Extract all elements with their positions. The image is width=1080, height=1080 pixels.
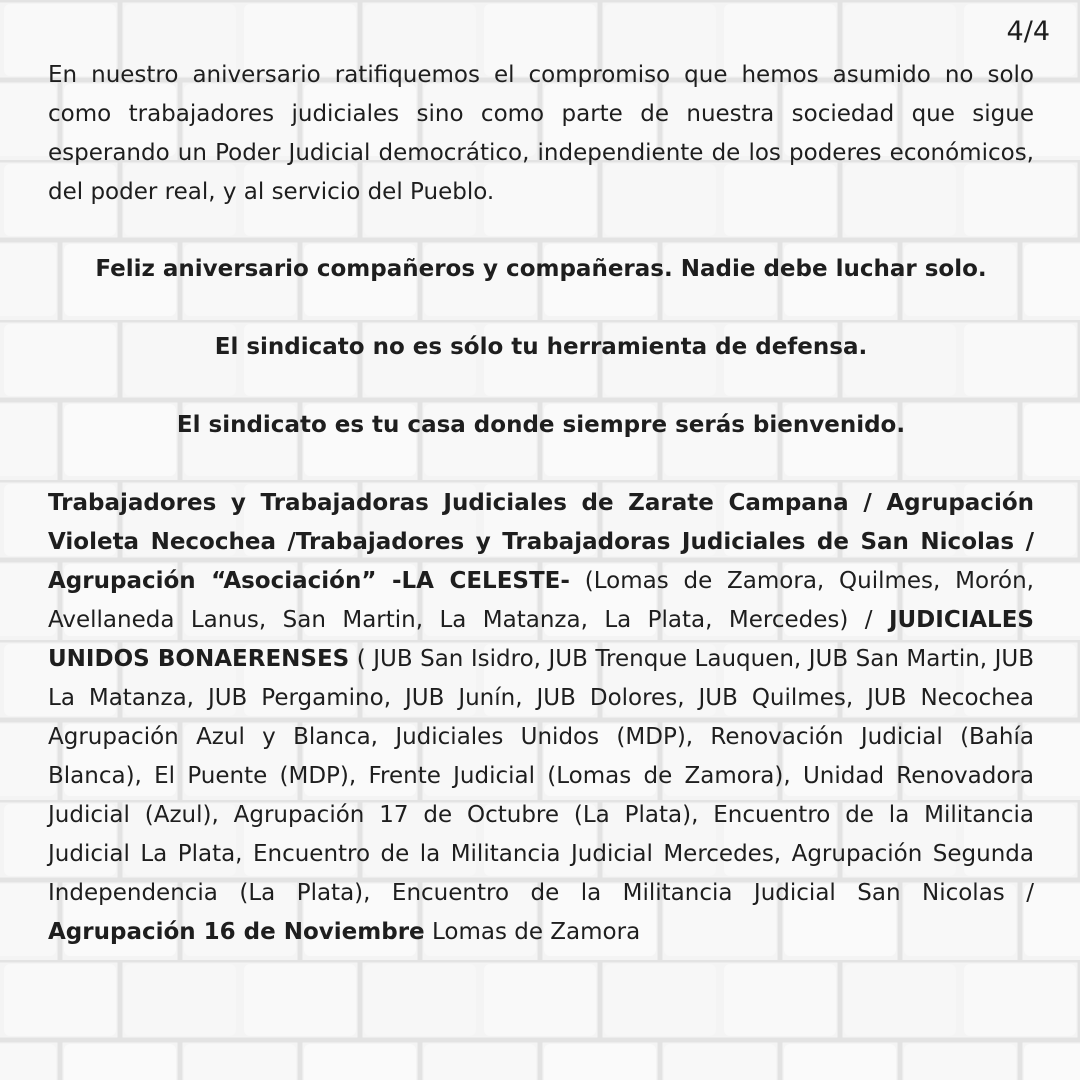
signatory-group-detail: (Lomas de Zamora, Quilmes, Morón, Avellaneda Lanus, San Martin, La Matanza, La Plata, Mercedes) / — [48, 568, 1034, 633]
closing-line: Feliz aniversario compañeros y compañeras. Nadie debe luchar solo. — [95, 256, 987, 282]
signatories-paragraph — [48, 484, 1034, 952]
signatory-group-name: Agrupación 16 de Noviembre — [48, 919, 425, 945]
closing-line: El sindicato no es sólo tu herramienta de defensa. — [214, 334, 868, 360]
signatory-group-detail: ( JUB San Isidro, JUB Trenque Lauquen, JUB San Martin, JUB La Matanza, JUB Pergamino, JUB Junín, JUB Dolores, JUB Quilmes, JUB Necochea Agrupación Azul y Blanca, Judiciales Unidos (MDP), Renovación Judicial (Bahía Blanca), El Puente (MDP), Frente Judicial (Lomas de Zamora), Unidad Renovadora Judicial (Azul), Agrupación 17 de Octubre (La Plata), Encuentro de la Militancia Judicial La Plata, Encuentro de la Militancia Judicial Mercedes, Agrupación Segunda Independencia (La Plata), Encuentro de la Militancia Judicial San Nicolas / — [48, 646, 1034, 906]
intro-paragraph: En nuestro aniversario ratifiquemos el compromiso que hemos asumido no solo como trabajadores judiciales sino como parte de nuestra sociedad que sigue esperando un Poder Judicial democrático, independiente de los poderes económicos, del poder real, y al servicio del Pueblo. — [48, 62, 1034, 205]
signatory-group-name: Trabajadores y Trabajadoras Judiciales de Zarate Campana / Agrupación Violeta Necochea /Trabajadores y Trabajadoras Judiciales de San Nicolas / Agrupación “Asociación” -LA CELESTE- — [48, 490, 1034, 594]
page-number: 4/4 — [1006, 16, 1050, 47]
signatory-group-detail: Lomas de Zamora — [424, 919, 641, 945]
closing-line: El sindicato es tu casa donde siempre serás bienvenido. — [176, 412, 906, 438]
signatory-group-name: JUDICIALES UNIDOS BONAERENSES — [48, 607, 1034, 672]
